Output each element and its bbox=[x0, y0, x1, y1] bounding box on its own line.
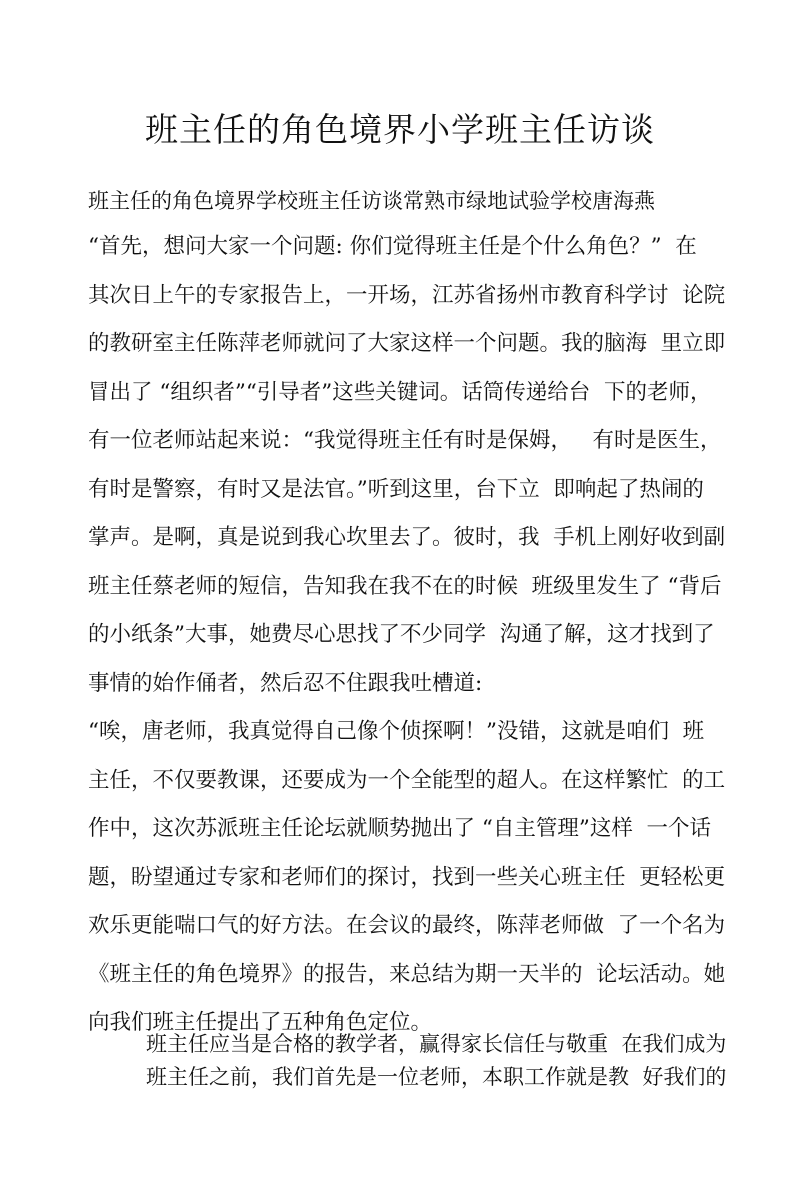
text-line: 题，盼望通过专家和老师们的探讨，找到一些关心班主任 更轻松更 bbox=[88, 864, 726, 890]
text-line: 班主任蔡老师的短信，告知我在我不在的时候 班级里发生了 “背后 bbox=[88, 573, 722, 599]
text-line: 冒出了 “组织者”“引导者”这些关键词。话筒传递给台 下的老师， bbox=[88, 379, 712, 405]
text-line: 事情的始作俑者，然后忍不住跟我吐槽道: bbox=[88, 670, 483, 696]
text-line: 向我们班主任提出了五种角色定位。 bbox=[88, 1010, 433, 1035]
text-line: 的教研室主任陈萍老师就问了大家这样一个问题。我的脑海 里立即 bbox=[88, 331, 726, 356]
text-line: 班主任应当是合格的教学者，赢得家长信任与敬重 在我们成为 bbox=[146, 1032, 727, 1056]
text-line: 欢乐更能喘口气的好方法。在会议的最终，陈萍老师做 了一个名为 bbox=[88, 913, 726, 938]
text-line: 作中，这次苏派班主任论坛就顺势抛出了 “自主管理”这样 一个话 bbox=[88, 816, 711, 841]
text-line: 班主任之前，我们首先是一位老师，本职工作就是教 好我们的 bbox=[146, 1065, 727, 1089]
body-text bbox=[88, 228, 725, 1053]
text-line: “唉，唐老师，我真觉得自己像个侦探啊！”没错，这就是咱们 班 bbox=[88, 719, 705, 744]
text-line: 有一位老师站起来说：“我觉得班主任有时是保姆， 有时是医生， bbox=[88, 428, 722, 453]
text-line: “首先，想问大家一个问题: 你们觉得班主任是个什么角色？” 在 bbox=[88, 234, 697, 259]
text-line: 有时是警察，有时又是法官。”听到这里，台下立 即响起了热闹的 bbox=[88, 476, 704, 502]
text-line: 主任，不仅要教课，还要成为一个全能型的超人。在这样繁忙 的工 bbox=[88, 767, 726, 793]
document-subtitle: 班主任的角色境界学校班主任访谈常熟市绿地试验学校唐海燕 bbox=[88, 189, 655, 213]
indented-paragraph bbox=[146, 1028, 726, 1094]
text-line: 掌声。是啊，真是说到我心坎里去了。彼时，我 手机上刚好收到副 bbox=[88, 525, 726, 550]
text-line: 其次日上午的专家报告上，一开场，江苏省扬州市教育科学讨 论院 bbox=[88, 282, 726, 308]
text-line: 的小纸条”大事，她费尽心思找了不少同学 沟通了解，这才找到了 bbox=[88, 622, 715, 647]
document-title: 班主任的角色境界小学班主任访谈 bbox=[145, 110, 655, 149]
text-line: 《班主任的角色境界》的报告，来总结为期一天半的 论坛活动。她 bbox=[88, 961, 726, 987]
